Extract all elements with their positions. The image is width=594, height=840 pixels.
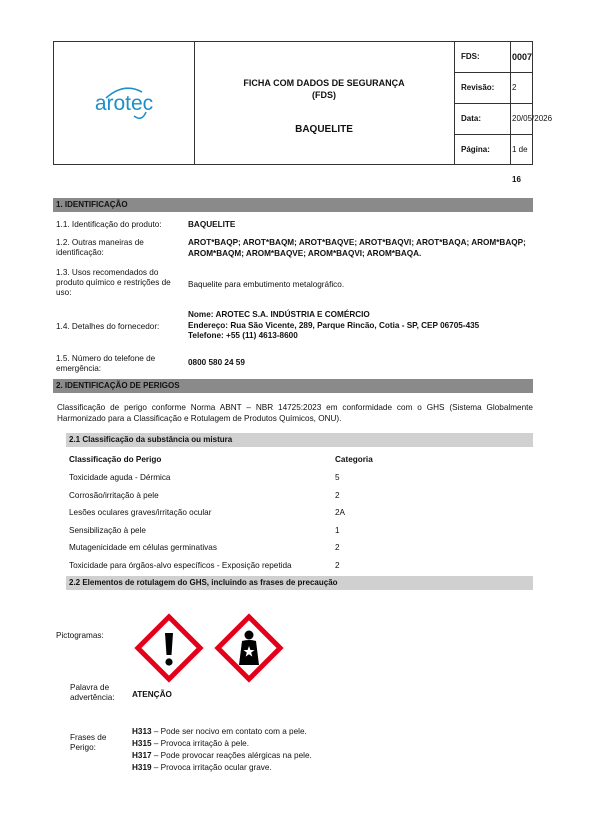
value-emergency-phone: 0800 580 24 59 xyxy=(188,358,245,367)
hazard-category: 2 xyxy=(335,561,340,570)
meta-value: 20/05/2026 xyxy=(512,114,553,123)
hazard-class: Toxicidade para órgãos-alvo específicos - Exposição repetida xyxy=(69,561,292,570)
value-product-id: BAQUELITE xyxy=(188,220,236,229)
label-recommended-uses: 1.3. Usos recomendados do produto químico e restrições de uso: xyxy=(56,268,171,297)
meta-row-page xyxy=(455,135,532,184)
supplier-name: Nome: AROTEC S.A. INDÚSTRIA E COMÉRCIO xyxy=(188,310,370,319)
hazard-category: 2A xyxy=(335,508,346,517)
classification-row xyxy=(69,504,533,521)
column-hazard-header: Classificação do Perigo xyxy=(69,455,162,464)
meta-row-date xyxy=(455,104,553,135)
meta-value: 0007 xyxy=(512,52,533,62)
label-emergency-phone: 1.5. Número do telefone de emergência: xyxy=(56,354,156,373)
document-meta xyxy=(455,42,553,184)
meta-key: Página: xyxy=(455,135,511,165)
hazard-phrase: H313 – Pode ser nocivo em contato com a pele. xyxy=(132,727,307,736)
column-category-header: Categoria xyxy=(335,455,373,464)
arotec-logo xyxy=(54,42,194,164)
classification-row xyxy=(69,522,533,539)
meta-value: 1 de 16 xyxy=(512,145,528,184)
logo-cell xyxy=(54,42,195,164)
section-title-hazards: 2. IDENTIFICAÇÃO DE PERIGOS xyxy=(53,379,533,393)
value-signal-word: ATENÇÃO xyxy=(132,690,172,699)
label-hazard-phrases: Frases de Perigo: xyxy=(70,733,107,752)
classification-header-row xyxy=(69,451,533,468)
document-header xyxy=(53,41,553,184)
hazard-phrase: H319 – Provoca irritação ocular grave. xyxy=(132,763,272,772)
classification-row xyxy=(69,557,533,574)
label-product-id: 1.1. Identificação do produto: xyxy=(56,220,162,229)
hazard-intro-paragraph: Classificação de perigo conforme Norma ABNT – NBR 14725:2023 em conformidade com o GHS (Sistema Globalmente Harmonizado para a Classificação e Rotulagem de Produtos Químicos, ONU). xyxy=(57,403,533,423)
document-product-name: BAQUELITE xyxy=(295,124,353,135)
hazard-category: 5 xyxy=(335,473,340,482)
svg-text:arotec: arotec xyxy=(94,92,154,115)
classification-row xyxy=(69,487,533,504)
label-other-ids: 1.2. Outras maneiras de identificação: xyxy=(56,238,144,257)
classification-row xyxy=(69,469,533,486)
supplier-phone: Telefone: +55 (11) 4613-8600 xyxy=(188,331,298,340)
hazard-class: Toxicidade aguda - Dérmica xyxy=(69,473,171,482)
health-hazard-icon xyxy=(214,613,284,683)
meta-key: Revisão: xyxy=(455,73,511,103)
label-signal-word: Palavra de advertência: xyxy=(70,683,115,702)
label-supplier: 1.4. Detalhes do fornecedor: xyxy=(56,322,160,331)
hazard-category: 1 xyxy=(335,526,340,535)
supplier-address: Endereço: Rua São Vicente, 289, Parque Rincão, Cotia - SP, CEP 06705-435 xyxy=(188,320,480,330)
hazard-phrase: H315 – Provoca irritação à pele. xyxy=(132,739,249,748)
hazard-category: 2 xyxy=(335,543,340,552)
meta-row-fds xyxy=(455,42,532,73)
value-other-ids: AROT*BAQP; AROT*BAQM; AROT*BAQVE; AROT*BAQVI; AROT*BAQA; AROM*BAQP; AROM*BAQM; AROM*BAQVE; AROM*BAQVI; AROM*BAQA. xyxy=(188,238,526,258)
document-title: FICHA COM DADOS DE SEGURANÇA (FDS) xyxy=(243,78,405,100)
label-pictograms: Pictogramas: xyxy=(56,631,104,640)
title-cell xyxy=(194,42,455,164)
section-title-identification: 1. IDENTIFICAÇÃO xyxy=(53,198,533,212)
meta-key: Data: xyxy=(455,104,511,134)
subsection-labelling: 2.2 Elementos de rotulagem do GHS, incluindo as frases de precaução xyxy=(66,576,533,590)
meta-value: 2 xyxy=(512,83,517,92)
hazard-class: Sensibilização à pele xyxy=(69,526,146,535)
meta-row-revision xyxy=(455,73,532,104)
hazard-category: 2 xyxy=(335,491,340,500)
hazard-class: Mutagenicidade em células germinativas xyxy=(69,543,217,552)
hazard-phrase: H317 – Pode provocar reações alérgicas na pele. xyxy=(132,751,312,760)
classification-row xyxy=(69,539,533,556)
meta-key: FDS: xyxy=(455,42,511,72)
exclamation-mark-icon xyxy=(134,613,204,683)
value-supplier xyxy=(188,310,533,342)
subsection-classification: 2.1 Classificação da substância ou mistura xyxy=(66,433,533,447)
hazard-class: Corrosão/irritação à pele xyxy=(69,491,159,500)
hazard-class: Lesões oculares graves/irritação ocular xyxy=(69,508,212,517)
value-recommended-uses: Baquelite para embutimento metalográfico. xyxy=(188,280,345,289)
